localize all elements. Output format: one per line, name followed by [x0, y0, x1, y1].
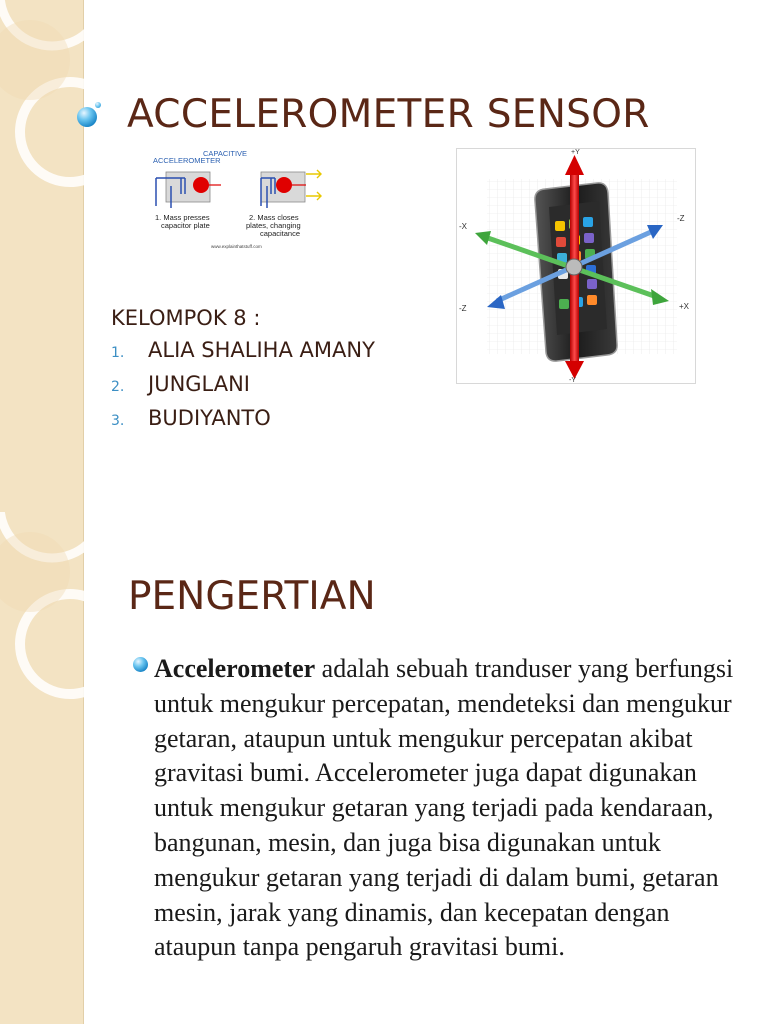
slide-2: [0, 512, 768, 1024]
decorative-circles: [0, 0, 84, 512]
list-item: [111, 406, 375, 440]
diagram-caption1-line2: capacitor plate: [161, 221, 210, 230]
group-members-block: [111, 306, 375, 440]
diagram-caption2-line3: capacitance: [260, 229, 301, 238]
members-list: [111, 338, 375, 440]
phone-axes-illustration: [457, 149, 695, 383]
definition-block: [133, 652, 743, 965]
list-number: 1.: [111, 345, 125, 361]
axis-label-minus-z-bottom: -Z: [459, 304, 467, 313]
member-name: ALIA SHALIHA AMANY: [148, 338, 375, 362]
axis-label-plus-x: +X: [679, 302, 690, 311]
title-bullet-dot-icon: [95, 102, 101, 108]
axis-label-minus-z-top: -Z: [677, 214, 685, 223]
member-name: BUDIYANTO: [148, 406, 271, 430]
diagram-header-line2: ACCELEROMETER: [153, 156, 221, 165]
group-heading: KELOMPOK 8 :: [111, 306, 261, 330]
diagram-caption1-line1: 1. Mass presses: [155, 213, 210, 222]
list-item: [111, 338, 375, 372]
slide-title: ACCELEROMETER SENSOR: [127, 92, 650, 137]
phone-axes-image: [456, 148, 696, 384]
diagram-caption2-line2: plates, changing: [246, 221, 301, 230]
bold-term: Accelerometer: [154, 654, 316, 683]
slide-title: PENGERTIAN: [128, 574, 376, 619]
title-bullet-icon: [77, 107, 97, 127]
definition-paragraph: [154, 652, 743, 965]
diagram-credit: www.explainthatstuff.com: [211, 244, 262, 249]
list-number: 3.: [111, 413, 125, 429]
decorative-sidebar: [0, 512, 84, 1024]
definition-text: adalah sebuah tranduser yang berfungsi untuk mengukur percepatan, mendeteksi dan mengukur getaran, ataupun untuk mengukur percepatan akibat gravitasi bumi. Accelerometer juga dapat digunakan untuk mengukur getaran yang terjadi pada kendaraan, bangunan, mesin, dan juga bisa digunakan untuk mengukur getaran yang terjadi di dalam bumi, getaran mesin, jarak yang dinamis, dan kecepatan dengan ataupun tanpa pengaruh gravitasi bumi.: [154, 654, 734, 962]
axis-label-minus-x: -X: [459, 222, 467, 231]
axis-label-plus-y: +Y: [571, 149, 580, 156]
decorative-circles: [0, 512, 84, 1024]
bullet-icon: [133, 657, 148, 672]
decorative-sidebar: [0, 0, 84, 512]
diagram-header-line1: CAPACITIVE: [203, 149, 248, 158]
list-number: 2.: [111, 379, 125, 395]
axis-label-minus-y: -Y: [569, 377, 576, 383]
capacitive-accelerometer-diagram: [151, 148, 326, 256]
member-name: JUNGLANI: [148, 372, 250, 396]
list-item: [111, 372, 375, 406]
diagram-caption2-line1: 2. Mass closes: [249, 213, 299, 222]
